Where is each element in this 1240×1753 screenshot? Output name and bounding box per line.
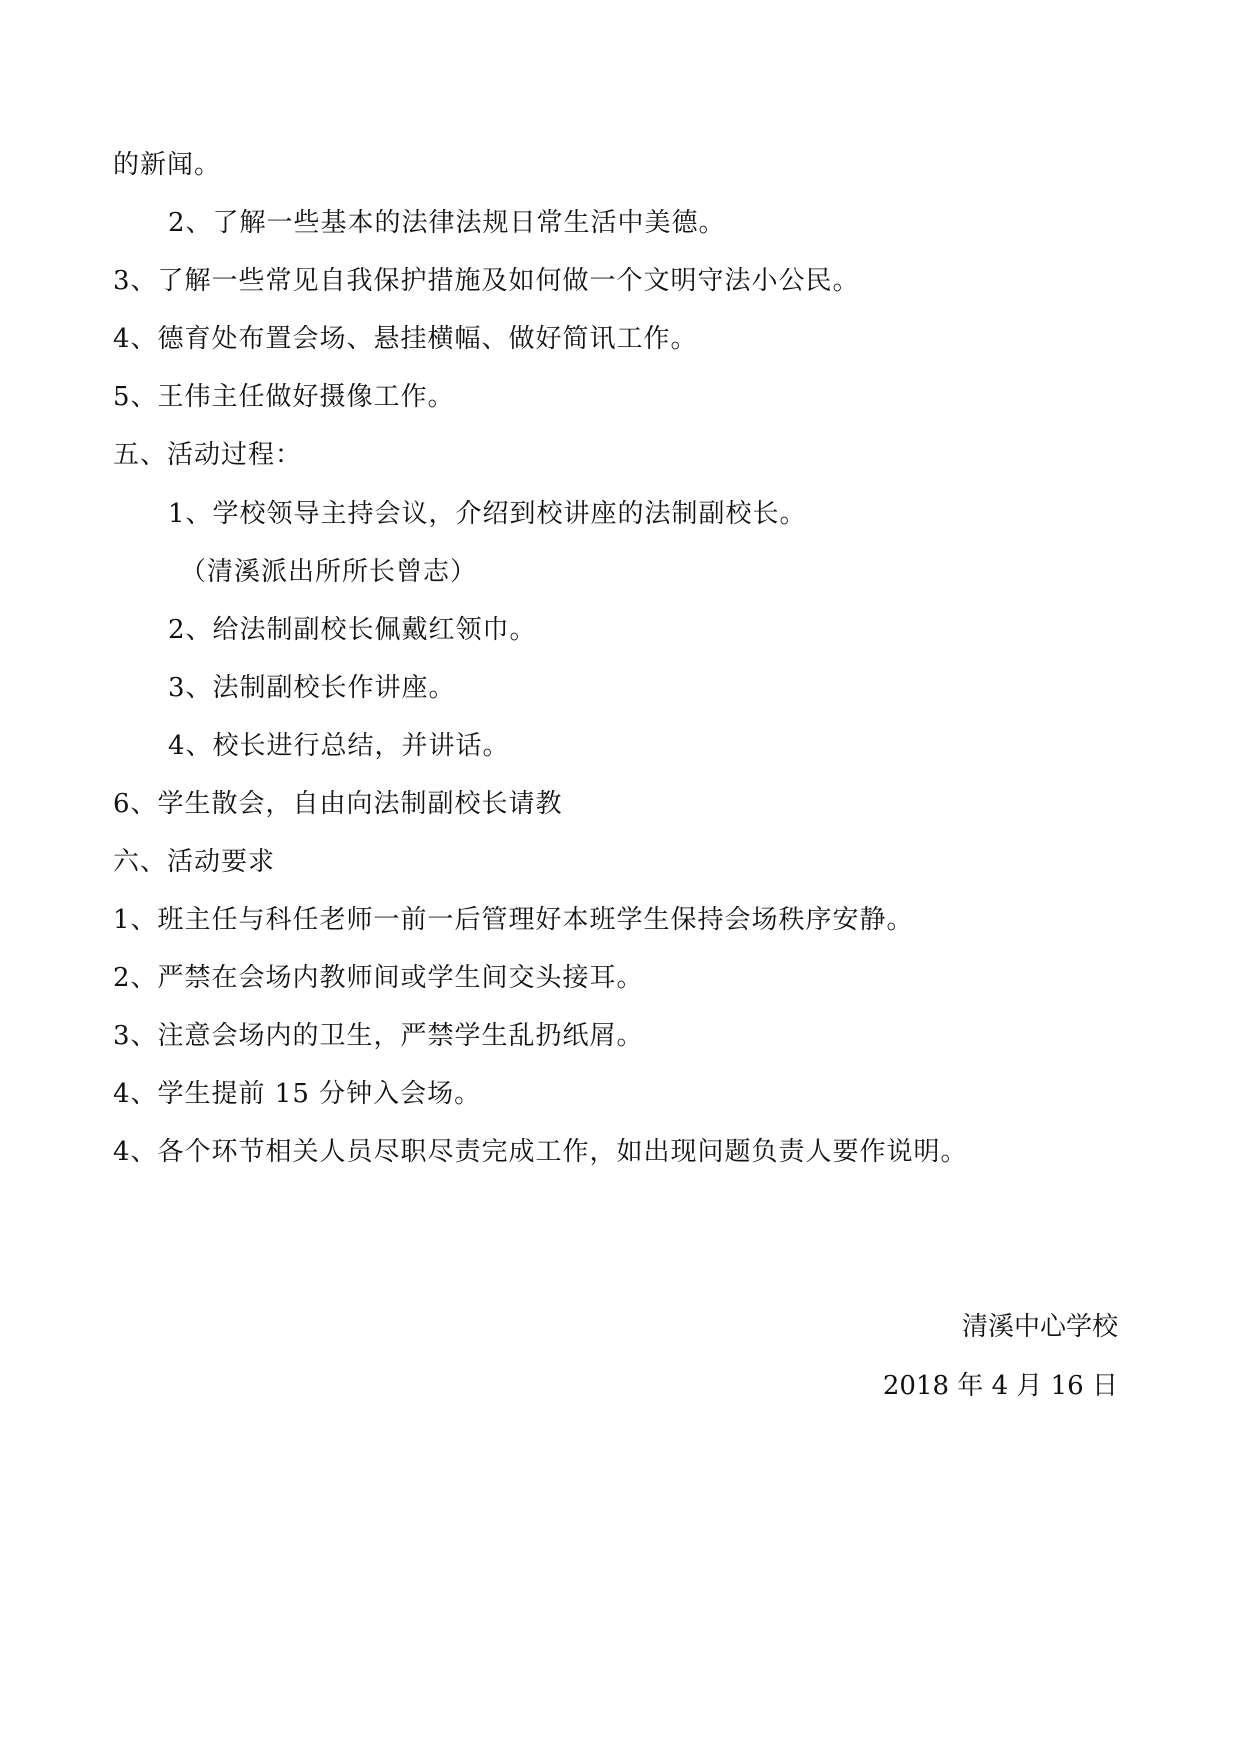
text-line: 1、学校领导主持会议，介绍到校讲座的法制副校长。 bbox=[168, 499, 807, 529]
text-line: 5、王伟主任做好摄像工作。 bbox=[113, 382, 455, 412]
section-heading: 六、活动要求 bbox=[113, 847, 276, 877]
text-line: 1、班主任与科任老师一前一后管理好本班学生保持会场秩序安静。 bbox=[113, 905, 914, 935]
text-line: 4、德育处布置会场、悬挂横幅、做好简讯工作。 bbox=[113, 324, 698, 354]
signature-organization: 清溪中心学校 bbox=[961, 1312, 1118, 1342]
text-line: 2、了解一些基本的法律法规日常生活中美德。 bbox=[168, 208, 726, 238]
text-line: 6、学生散会，自由向法制副校长请教 bbox=[113, 789, 563, 819]
text-line: 的新闻。 bbox=[113, 150, 222, 180]
text-line: 4、学生提前 15 分钟入会场。 bbox=[113, 1079, 482, 1109]
text-line: 3、了解一些常见自我保护措施及如何做一个文明守法小公民。 bbox=[113, 266, 860, 296]
text-line: 3、注意会场内的卫生，严禁学生乱扔纸屑。 bbox=[113, 1021, 644, 1051]
text-line: 3、法制副校长作讲座。 bbox=[168, 673, 456, 703]
text-line: 4、各个环节相关人员尽职尽责完成工作，如出现问题负责人要作说明。 bbox=[113, 1137, 968, 1167]
section-heading: 五、活动过程： bbox=[113, 440, 303, 470]
text-line: 4、校长进行总结，并讲话。 bbox=[168, 731, 510, 761]
text-line: （清溪派出所所长曾志） bbox=[180, 557, 478, 587]
text-line: 2、给法制副校长佩戴红领巾。 bbox=[168, 615, 537, 645]
signature-date: 2018 年 4 月 16 日 bbox=[882, 1371, 1118, 1401]
text-line: 2、严禁在会场内教师间或学生间交头接耳。 bbox=[113, 963, 644, 993]
